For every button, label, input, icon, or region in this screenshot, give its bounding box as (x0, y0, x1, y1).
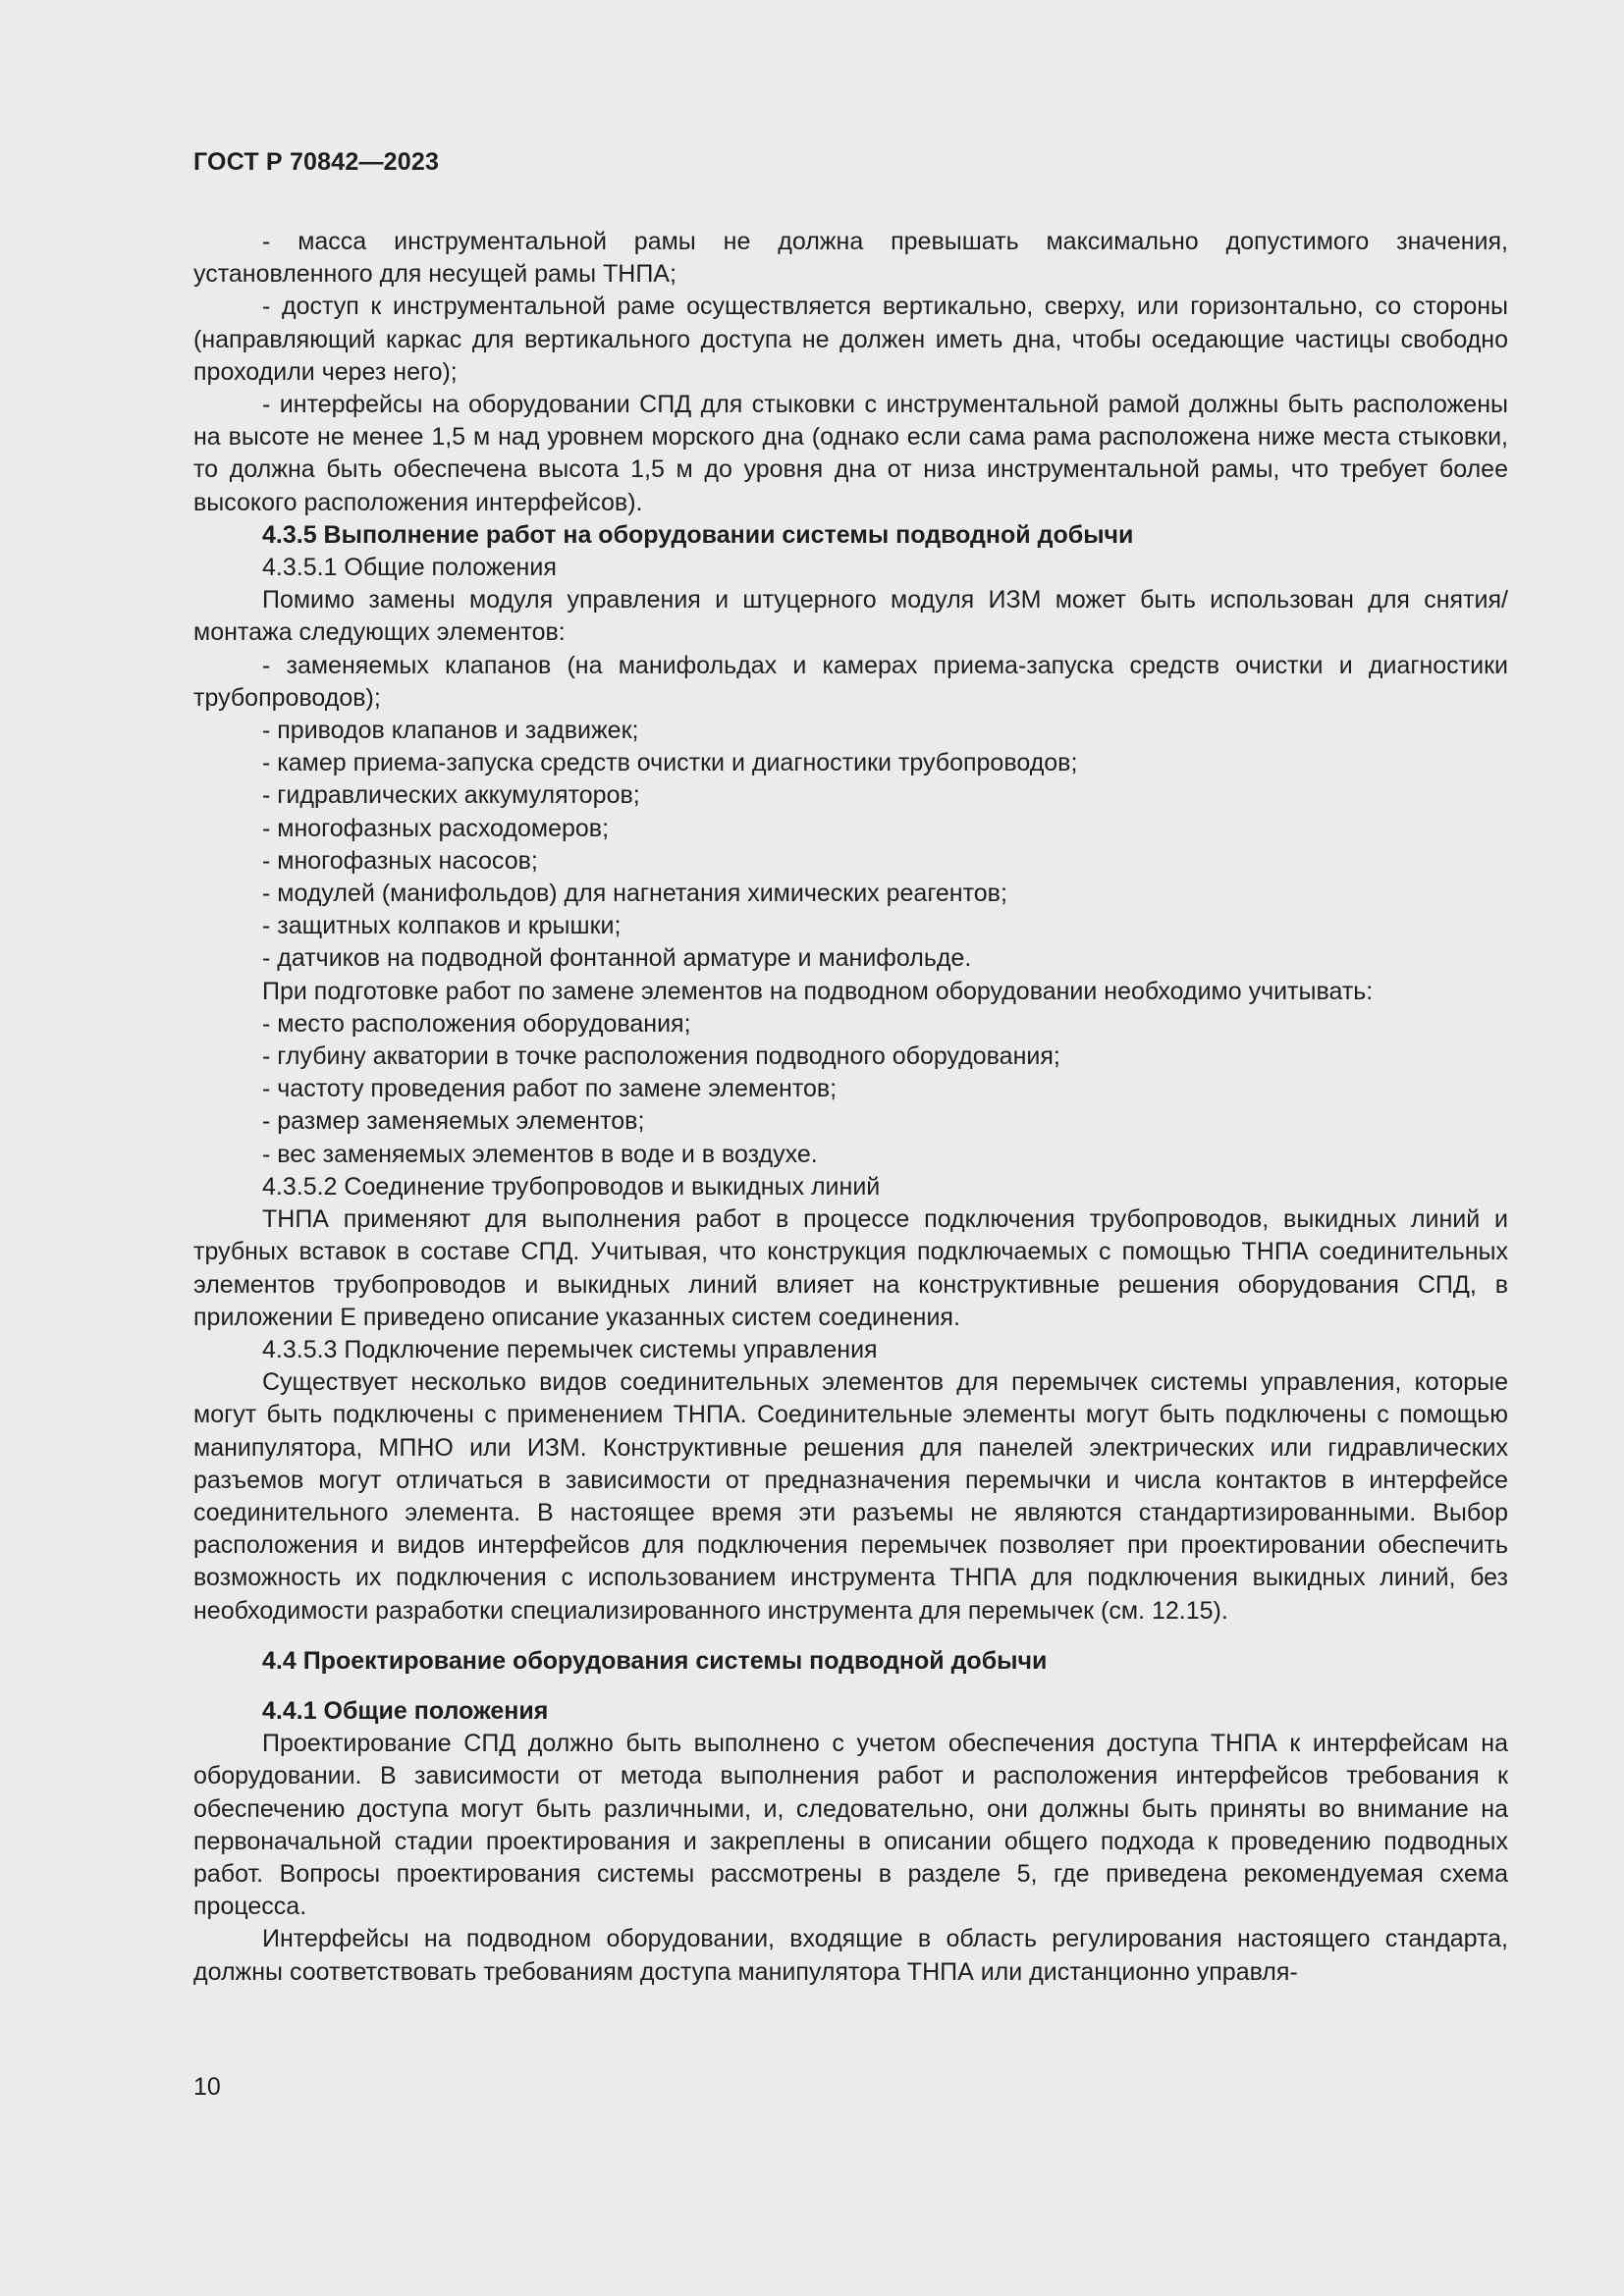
subsection-heading-4-3-5-3: 4.3.5.3 Подключение перемычек системы управления (262, 1335, 878, 1363)
paragraph: Существует несколько видов соединительных элементов для перемычек системы управления, которые могут быть подключены с применением ТНПА. Соединительные элементы могут быть подключены с помощью манипулятора, МПНО или ИЗМ. Конструктивные решения для панелей электрических или гидравлических разъемов могут отличаться в зависимости от предназначения перемычки и числа контактов в интерфейсе соединительного элемента. В настоящее время эти разъемы не являются стандартизированными. Выбор расположения и видов интерфейсов для подключения перемычек позволяет при проектировании обеспечить возможность их подключения с использованием инструмента ТНПА для подключения выкидных линий, без необходимости разработки специализированного инструмента для перемычек (см. 12.15). (193, 1368, 1508, 1625)
section-heading-4-3-5: 4.3.5 Выполнение работ на оборудовании системы подводной добычи (262, 520, 1134, 549)
document-header: ГОСТ Р 70842—2023 (193, 148, 440, 176)
paragraph: Помимо замены модуля управления и штуцерного модуля ИЗМ может быть использован для снятия/монтажа следующих элементов: (193, 586, 1508, 647)
paragraph: Интерфейсы на подводном оборудовании, входящие в область регулирования настоящего стандарта, должны соответствовать требованиям доступа манипулятора ТНПА или дистанционно управля- (193, 1925, 1508, 1986)
paragraph: Проектирование СПД должно быть выполнено с учетом обеспечения доступа ТНПА к интерфейсам на оборудовании. В зависимости от метода выполнения работ и расположения интерфейсов требования к обеспечению доступа могут быть различными, и, следовательно, они должны быть приняты во внимание на первоначальной стадии проектирования и закреплены в описании общего подхода к проведению подводных работ. Вопросы проектирования системы рассмотрены в разделе 5, где приведена рекомендуемая схема процесса. (193, 1730, 1508, 1921)
list-item: - многофазных насосов; (262, 846, 538, 875)
subsection-heading-4-3-5-1: 4.3.5.1 Общие положения (262, 554, 557, 582)
section-heading-4-4: 4.4 Проектирование оборудования системы подводной добычи (262, 1646, 1048, 1675)
document-body (193, 226, 1508, 1989)
list-item: - заменяемых клапанов (на манифольдах и камерах приема-запуска средств очистки и диагностики трубопроводов); (193, 651, 1508, 712)
list-item: - вес заменяемых элементов в воде и в воздухе. (262, 1140, 818, 1168)
subsection-heading-4-3-5-2: 4.3.5.2 Соединение трубопроводов и выкидных линий (262, 1172, 881, 1201)
list-item: - частоту проведения работ по замене элементов; (262, 1075, 838, 1103)
list-item: - доступ к инструментальной раме осуществляется вертикально, сверху, или горизонтально, со стороны (направляющий каркас для вертикального доступа не должен иметь дна, чтобы оседающие частицы свободно проходили через него); (193, 293, 1508, 386)
list-item: - модулей (манифольдов) для нагнетания химических реагентов; (262, 880, 1007, 908)
list-item: - интерфейсы на оборудовании СПД для стыковки с инструментальной рамой должны быть расположены на высоте не менее 1,5 м над уровнем морского дна (однако если сама рама расположена ниже места стыковки, то должна быть обеспечена высота 1,5 м до уровня дна от низа инструментальной рамы, что требует более высокого расположения интерфейсов). (193, 391, 1508, 516)
section-heading-4-4-1: 4.4.1 Общие положения (262, 1696, 549, 1725)
list-item: - гидравлических аккумуляторов; (262, 781, 640, 810)
paragraph: ТНПА применяют для выполнения работ в процессе подключения трубопроводов, выкидных линий и трубных вставок в составе СПД. Учитывая, что конструкция подключаемых с помощью ТНПА соединительных элементов трубопроводов и выкидных линий влияет на конструктивные решения оборудования СПД, в приложении Е приведено описание указанных систем соединения. (193, 1205, 1508, 1331)
list-item: - камер приема-запуска средств очистки и диагностики трубопроводов; (262, 749, 1078, 777)
list-item: - датчиков на подводной фонтанной арматуре и манифольде. (262, 944, 972, 973)
list-item: - защитных колпаков и крышки; (262, 912, 622, 940)
page-number: 10 (193, 2073, 221, 2101)
paragraph: При подготовке работ по замене элементов на подводном оборудовании необходимо учитывать: (262, 977, 1374, 1005)
list-item: - место расположения оборудования; (262, 1009, 691, 1038)
list-item: - глубину акватории в точке расположения подводного оборудования; (262, 1042, 1060, 1071)
list-item: - приводов клапанов и задвижек; (262, 717, 639, 745)
list-item: - размер заменяемых элементов; (262, 1107, 645, 1136)
list-item: - масса инструментальной рамы не должна превышать максимально допустимого значения, установленного для несущей рамы ТНПА; (193, 228, 1508, 289)
list-item: - многофазных расходомеров; (262, 814, 610, 842)
